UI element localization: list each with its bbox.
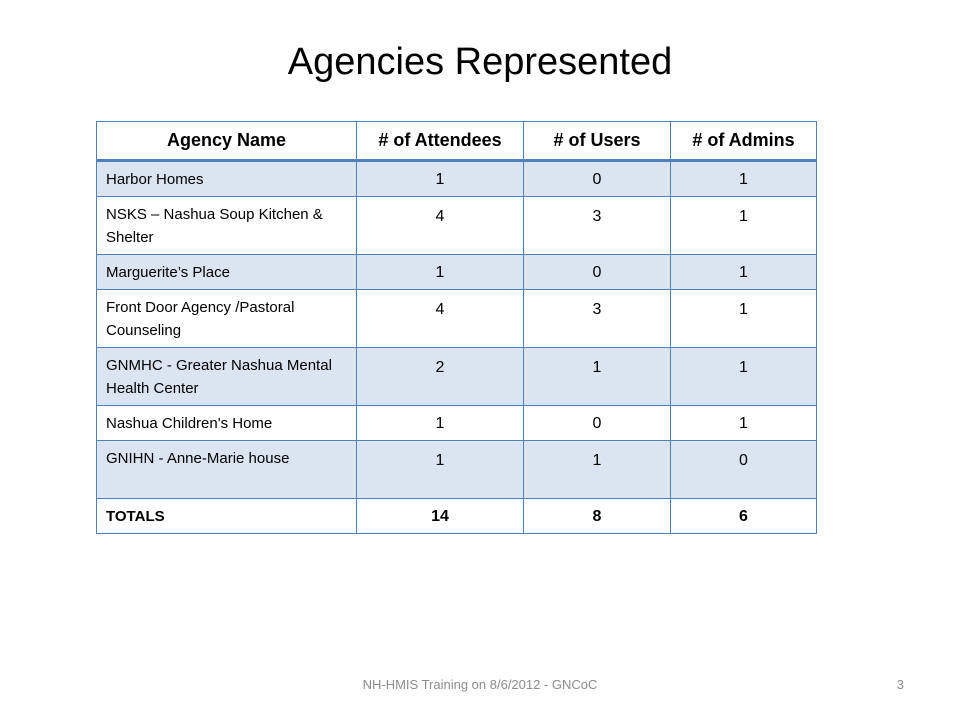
- admins-cell: 0: [671, 441, 817, 499]
- agency-name-cell: Harbor Homes: [97, 161, 357, 197]
- agency-name-cell: GNIHN - Anne-Marie house: [97, 441, 357, 499]
- column-header-attendees: # of Attendees: [357, 122, 524, 161]
- users-cell: 0: [524, 255, 671, 290]
- slide-title: Agencies Represented: [287, 41, 673, 83]
- table-row: [97, 255, 817, 290]
- agency-name-cell: GNMHC - Greater Nashua Mental Health Center: [97, 348, 357, 406]
- column-header-agency-name: Agency Name: [97, 122, 357, 161]
- admins-cell: 1: [671, 255, 817, 290]
- agency-name-cell: Nashua Children's Home: [97, 406, 357, 441]
- table-header-row: [97, 122, 817, 161]
- table-row: [97, 161, 817, 197]
- admins-cell: 1: [671, 406, 817, 441]
- table-row: [97, 348, 817, 406]
- agency-name-cell: Marguerite’s Place: [97, 255, 357, 290]
- admins-cell: 1: [671, 161, 817, 197]
- attendees-cell: 1: [357, 406, 524, 441]
- column-header-users: # of Users: [524, 122, 671, 161]
- table-row: [97, 197, 817, 255]
- column-header-admins: # of Admins: [671, 122, 817, 161]
- attendees-cell: 1: [357, 255, 524, 290]
- attendees-cell: 1: [357, 161, 524, 197]
- users-cell: 0: [524, 406, 671, 441]
- page-number: 3: [896, 677, 904, 692]
- agency-name-cell: NSKS – Nashua Soup Kitchen & Shelter: [97, 197, 357, 255]
- totals-row: [97, 499, 817, 534]
- users-cell: 0: [524, 161, 671, 197]
- attendees-cell: 1: [357, 441, 524, 499]
- totals-users-cell: 8: [524, 499, 671, 534]
- users-cell: 1: [524, 348, 671, 406]
- admins-cell: 1: [671, 290, 817, 348]
- users-cell: 3: [524, 197, 671, 255]
- admins-cell: 1: [671, 348, 817, 406]
- attendees-cell: 4: [357, 290, 524, 348]
- slide-footer: NH-HMIS Training on 8/6/2012 - GNCoC: [362, 677, 598, 692]
- users-cell: 3: [524, 290, 671, 348]
- totals-admins-cell: 6: [671, 499, 817, 534]
- attendees-cell: 4: [357, 197, 524, 255]
- agencies-table: [96, 121, 817, 534]
- totals-attendees-cell: 14: [357, 499, 524, 534]
- table-row: [97, 406, 817, 441]
- agency-name-cell: Front Door Agency /Pastoral Counseling: [97, 290, 357, 348]
- table-row: [97, 290, 817, 348]
- admins-cell: 1: [671, 197, 817, 255]
- table-row: [97, 441, 817, 499]
- users-cell: 1: [524, 441, 671, 499]
- totals-label-cell: TOTALS: [97, 499, 357, 534]
- attendees-cell: 2: [357, 348, 524, 406]
